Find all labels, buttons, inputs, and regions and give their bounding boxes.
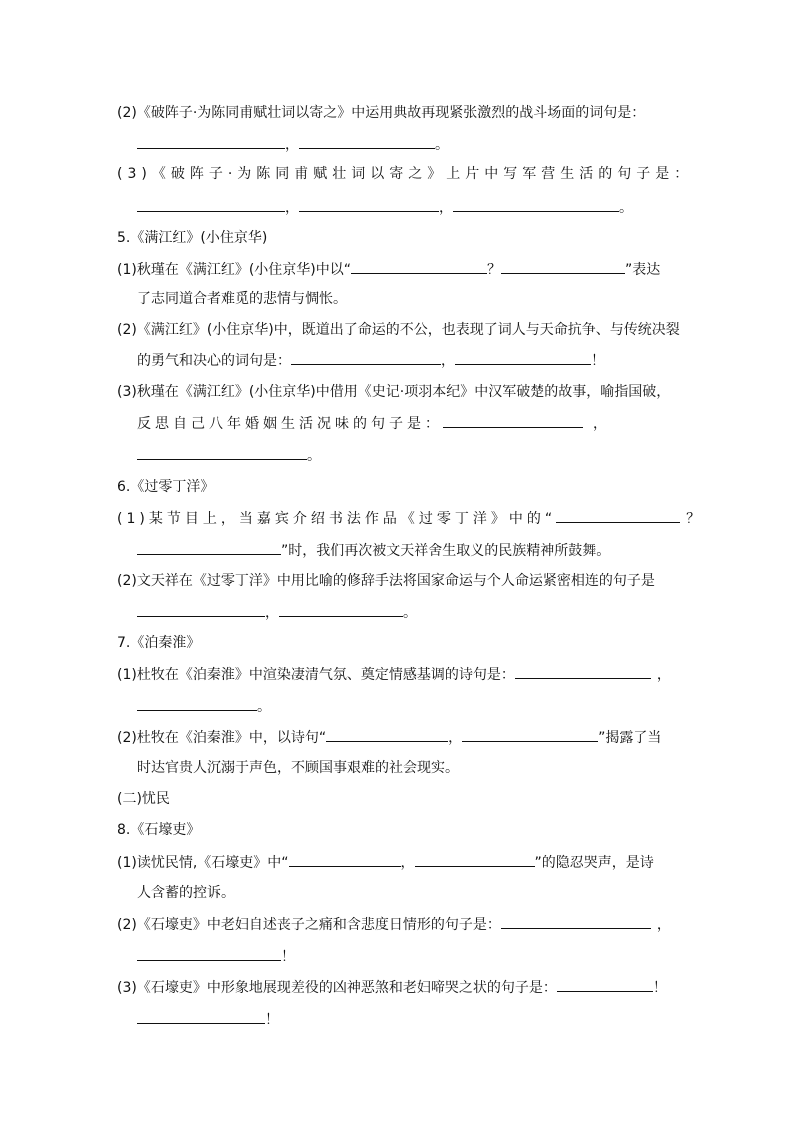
answer-blank[interactable] <box>137 134 285 149</box>
question-text-cont: 时达官贵人沉溺于声色，不顾国事艰难的社会现实。 <box>137 760 459 776</box>
answer-blank[interactable] <box>291 350 441 365</box>
answer-blank[interactable] <box>443 413 583 428</box>
answer-blank[interactable] <box>326 727 448 742</box>
question-8-3: (3)《石壕吏》中形象地展现差役的凶神恶煞和老妇啼哭之状的句子是： ！ <box>117 977 667 998</box>
answer-blank[interactable] <box>289 852 401 867</box>
answer-line: ！ <box>137 1009 279 1030</box>
answer-line: ”时，我们再次被文天祥舍生取义的民族精神所鼓舞。 <box>137 540 610 561</box>
answer-line: 反思自己八年婚姻生活况味的句子是： ， <box>137 413 607 434</box>
answer-blank[interactable] <box>299 134 435 149</box>
question-5-1: (1)秋瑾在《满江红》(小住京华)中以“ ？ ”表达 <box>117 259 660 280</box>
answer-line: 的勇气和决心的词句是： ， ！ <box>137 350 605 371</box>
answer-blank[interactable] <box>137 445 307 460</box>
question-2-poxzhenzi <box>117 103 645 123</box>
answer-line: ， ， 。 <box>137 197 633 218</box>
answer-blank[interactable] <box>415 852 535 867</box>
question-6-2: (2)文天祥在《过零丁洋》中用比喻的修辞手法将国家命运与个人命运紧密相连的句子是 <box>117 573 655 589</box>
answer-blank[interactable] <box>137 696 257 711</box>
question-7-1: (1)杜牧在《泊秦淮》中渲染凄清气氛、奠定情感基调的诗句是： ， <box>117 664 671 685</box>
answer-blank[interactable] <box>137 946 281 961</box>
question-7-2: (2)杜牧在《泊秦淮》中，以诗句“ ， ”揭露了当 <box>117 727 661 748</box>
answer-blank[interactable] <box>515 664 651 679</box>
answer-blank[interactable] <box>453 197 619 212</box>
question-8-2: (2)《石壕吏》中老妇自述丧子之痛和含悲度日情形的句子是： ， <box>117 914 671 935</box>
answer-line: 。 <box>137 696 271 717</box>
question-text-cont: 了志同道合者难觅的悲情与惆怅。 <box>137 291 347 307</box>
answer-blank[interactable] <box>501 914 651 929</box>
answer-blank[interactable] <box>137 540 281 555</box>
answer-blank[interactable] <box>462 727 598 742</box>
answer-blank[interactable] <box>557 977 653 992</box>
section-7-title: 7.《泊秦淮》 <box>117 635 201 651</box>
question-6-1: (1)某节目上，当嘉宾介绍书法作品《过零丁洋》中的“ ？ <box>117 508 700 529</box>
section-title-youmin: (二)忧民 <box>117 791 170 807</box>
answer-line: 。 <box>137 445 321 466</box>
answer-blank[interactable] <box>137 602 265 617</box>
answer-blank[interactable] <box>137 197 285 212</box>
question-3-poxzhenzi: (3)《破阵子·为陈同甫赋壮词以寄之》上片中写军营生活的句子是： <box>117 166 694 182</box>
question-text: (2)《破阵子·为陈同甫赋壮词以寄之》中运用典故再现紧张激烈的战斗场面的词句是： <box>117 105 646 121</box>
answer-line: ！ <box>137 946 295 967</box>
answer-line: ， 。 <box>137 134 449 155</box>
answer-blank[interactable] <box>556 508 680 523</box>
answer-blank[interactable] <box>299 197 439 212</box>
section-5-title: 5.《满江红》(小住京华) <box>117 230 268 246</box>
question-5-2: (2)《满江红》(小住京华)中，既道出了命运的不公，也表现了词人与天命抗争、与传统决裂 <box>117 322 680 338</box>
answer-blank[interactable] <box>455 350 591 365</box>
answer-blank[interactable] <box>137 1009 265 1024</box>
answer-blank[interactable] <box>501 259 625 274</box>
answer-blank[interactable] <box>279 602 403 617</box>
answer-blank[interactable] <box>351 259 487 274</box>
question-8-1: (1)读忧民情,《石壕吏》中“ ， ”的隐忍哭声，是诗 <box>117 852 654 873</box>
question-text-cont: 人含蓄的控诉。 <box>137 885 235 901</box>
question-5-3: (3)秋瑾在《满江红》(小住京华)中借用《史记·项羽本纪》中汉军破楚的故事，喻指国破， <box>117 384 671 400</box>
section-6-title: 6.《过零丁洋》 <box>117 479 215 495</box>
answer-line: ， 。 <box>137 602 417 623</box>
section-8-title: 8.《石壕吏》 <box>117 822 201 838</box>
